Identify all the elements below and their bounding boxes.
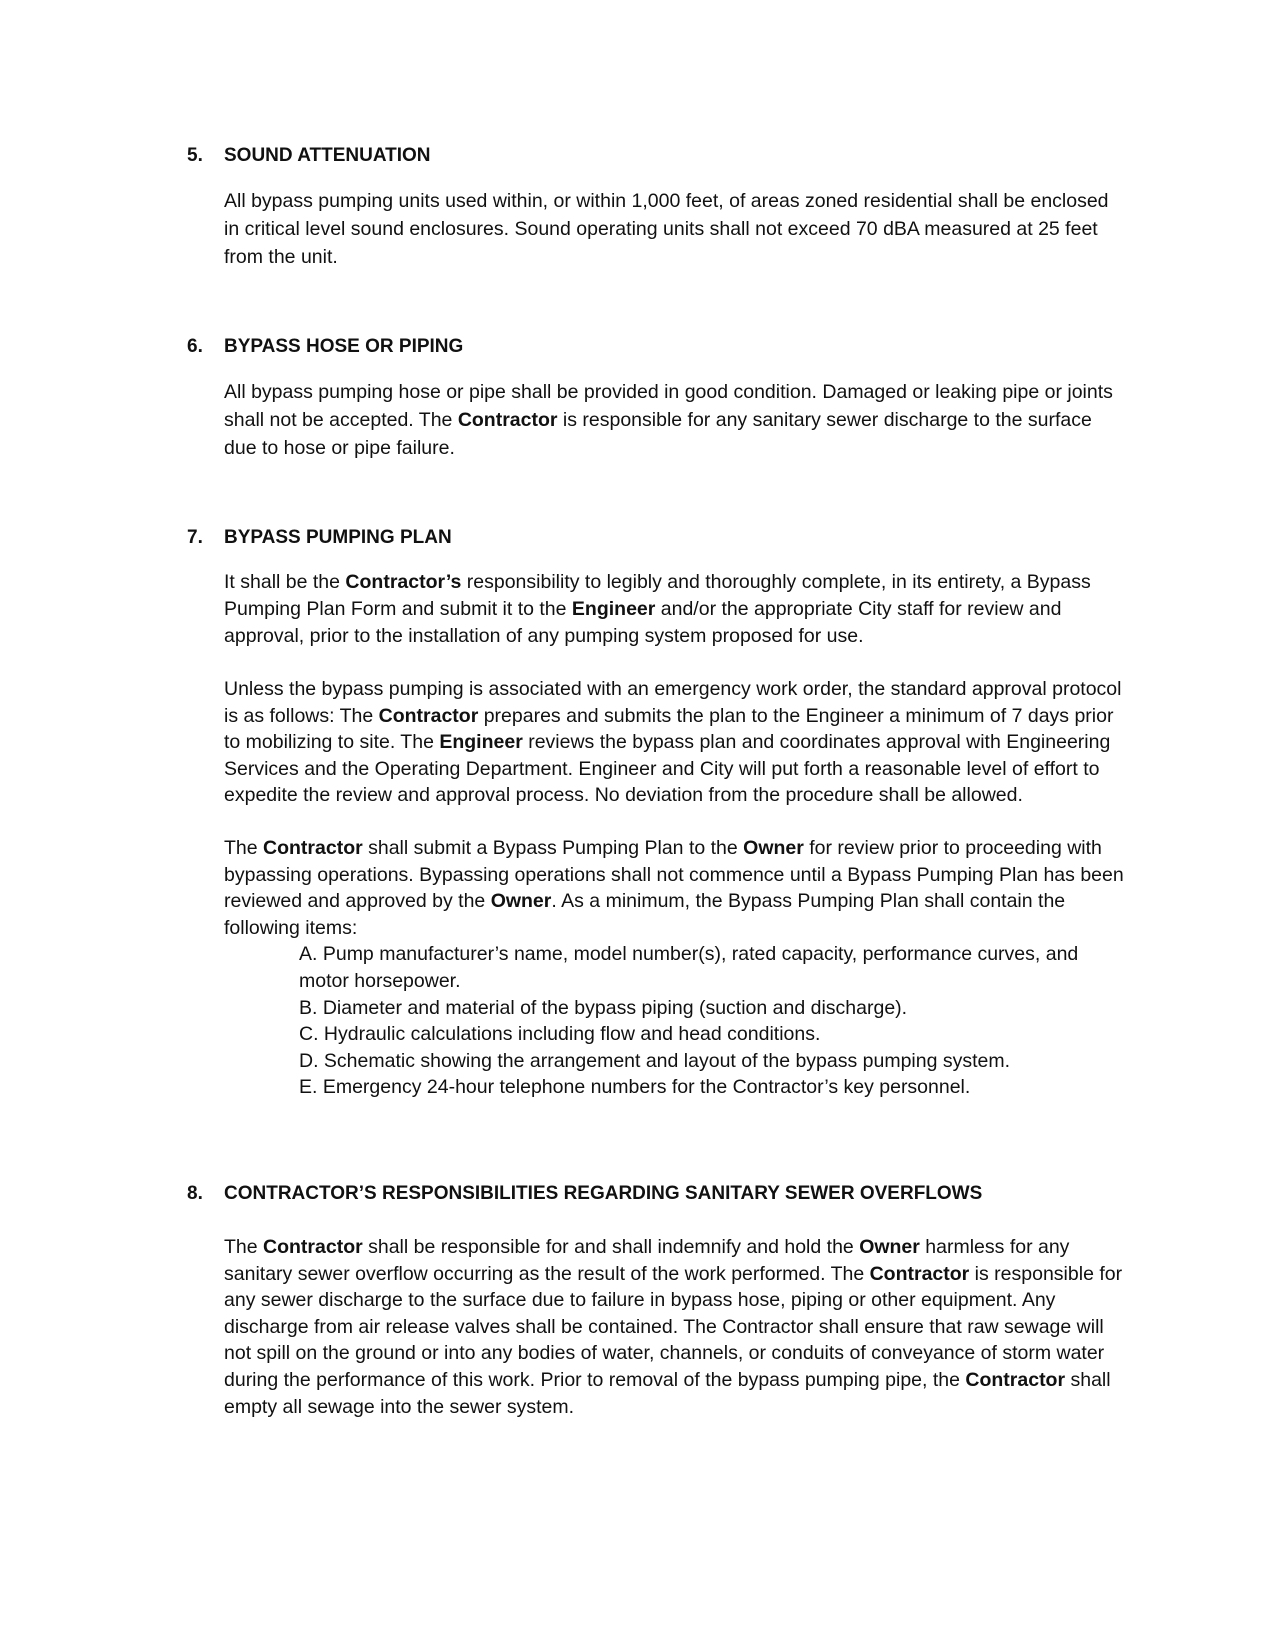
section-title: BYPASS PUMPING PLAN xyxy=(224,527,452,548)
text-run: . As a minimum, the Bypass Pumping Plan shall contain the following items: xyxy=(224,890,1066,939)
list-item: C. Hydraulic calculations including flow and head conditions. xyxy=(299,1023,821,1046)
text-run: Unless the bypass pumping is associated with an emergency work order, the standard approval protocol is as follows: The xyxy=(224,678,1122,727)
section-7-paragraph-3 xyxy=(224,835,1127,941)
list-item: A. Pump manufacturer’s name, model number(s), rated capacity, performance curves, and motor horsepower. xyxy=(299,943,1079,992)
term-contractor: Contractor xyxy=(378,704,479,727)
text-run: harmless for any sanitary sewer overflow occurring as the result of the work performed. The xyxy=(224,1236,1070,1285)
text-run: shall be responsible for and shall indemnify and hold the xyxy=(362,1236,860,1258)
section-number: 6. xyxy=(187,336,203,357)
section-number: 8. xyxy=(187,1183,203,1204)
text-run: prepares and submits the plan to the Engineer a minimum of 7 days prior to mobilizing to site. The xyxy=(224,704,1114,754)
term-contractor: Contractor xyxy=(457,409,558,431)
section-7 xyxy=(187,524,1127,1101)
text-run: is responsible for any sewer discharge to the surface due to failure in bypass hose, piping or other equipment. Any discharge from air release valves shall be contained. The Contractor shall ensure that raw sewage will not spill on the ground or into any bodies of water, channels, or conduits of conveyance of storm water during the performance of this work. Prior to removal of the bypass pumping pipe, the xyxy=(224,1262,1123,1391)
section-7-paragraph-2 xyxy=(224,676,1127,809)
list-item: D. Schematic showing the arrangement and layout of the bypass pumping system. xyxy=(299,1049,1011,1072)
text-run: is responsible for any sanitary sewer discharge to the surface due to hose or pipe failure. xyxy=(224,409,1092,459)
section-6 xyxy=(187,333,1127,462)
term-contractor: Contractor xyxy=(263,1236,363,1258)
text-run: It shall be the xyxy=(224,571,346,593)
section-7-paragraph-1 xyxy=(224,569,1127,650)
plan-items-list xyxy=(299,941,1127,1101)
section-8 xyxy=(187,1180,1127,1420)
term-owner: Owner xyxy=(490,890,552,913)
section-title: SOUND ATTENUATION xyxy=(224,145,431,166)
term-engineer: Engineer xyxy=(439,731,523,754)
text-run: All bypass pumping units used within, or within 1,000 feet, of areas zoned residential shall be enclosed in critical level sound enclosures. Sound operating units shall not exceed 70 dBA measured at 25 feet from the unit. xyxy=(224,190,1109,268)
term-owner: Owner xyxy=(859,1236,920,1258)
section-6-heading xyxy=(187,333,1127,361)
section-title: CONTRACTOR’S RESPONSIBILITIES REGARDING SANITARY SEWER OVERFLOWS xyxy=(224,1183,983,1204)
section-7-heading xyxy=(187,524,1127,552)
term-contractor: Contractor xyxy=(263,836,363,859)
section-5-paragraph-1 xyxy=(224,187,1127,271)
section-8-paragraph-1 xyxy=(224,1234,1127,1420)
section-5-heading xyxy=(187,142,1127,170)
list-item: E. Emergency 24-hour telephone numbers for the Contractor’s key personnel. xyxy=(299,1076,971,1099)
term-contractors: Contractor’s xyxy=(345,571,462,593)
text-run: shall empty all sewage into the sewer system. xyxy=(224,1368,1111,1418)
text-run: reviews the bypass plan and coordinates approval with Engineering Services and the Operating Department. Engineer and City will put forth a reasonable level of effort to expedite the review and approval process. No deviation from the procedure shall be allowed. xyxy=(224,731,1111,807)
term-contractor: Contractor xyxy=(965,1368,1066,1391)
section-6-paragraph-1 xyxy=(224,378,1127,462)
section-number: 5. xyxy=(187,145,203,166)
text-run: shall submit a Bypass Pumping Plan to the xyxy=(362,836,744,859)
term-contractor: Contractor xyxy=(869,1262,970,1285)
text-run: The xyxy=(224,1236,264,1258)
list-item: B. Diameter and material of the bypass piping (suction and discharge). xyxy=(299,996,908,1019)
term-engineer: Engineer xyxy=(571,598,656,620)
text-run: The xyxy=(224,836,264,859)
term-owner: Owner xyxy=(743,836,804,859)
text-run: and/or the appropriate City staff for review and approval, prior to the installation of any pumping system proposed for use. xyxy=(224,598,1062,647)
section-number: 7. xyxy=(187,527,203,548)
section-title: BYPASS HOSE OR PIPING xyxy=(224,336,464,357)
section-8-heading xyxy=(187,1180,1127,1208)
text-run: for review prior to proceeding with bypassing operations. Bypassing operations shall not commence until a Bypass Pumping Plan has been reviewed and approved by the xyxy=(224,836,1124,913)
section-5 xyxy=(187,142,1127,271)
text-run: responsibility to legibly and thoroughly complete, in its entirety, a Bypass Pumping Plan Form and submit it to the xyxy=(224,571,1091,620)
text-run: All bypass pumping hose or pipe shall be provided in good condition. Damaged or leaking pipe or joints shall not be accepted. The xyxy=(224,381,1113,431)
